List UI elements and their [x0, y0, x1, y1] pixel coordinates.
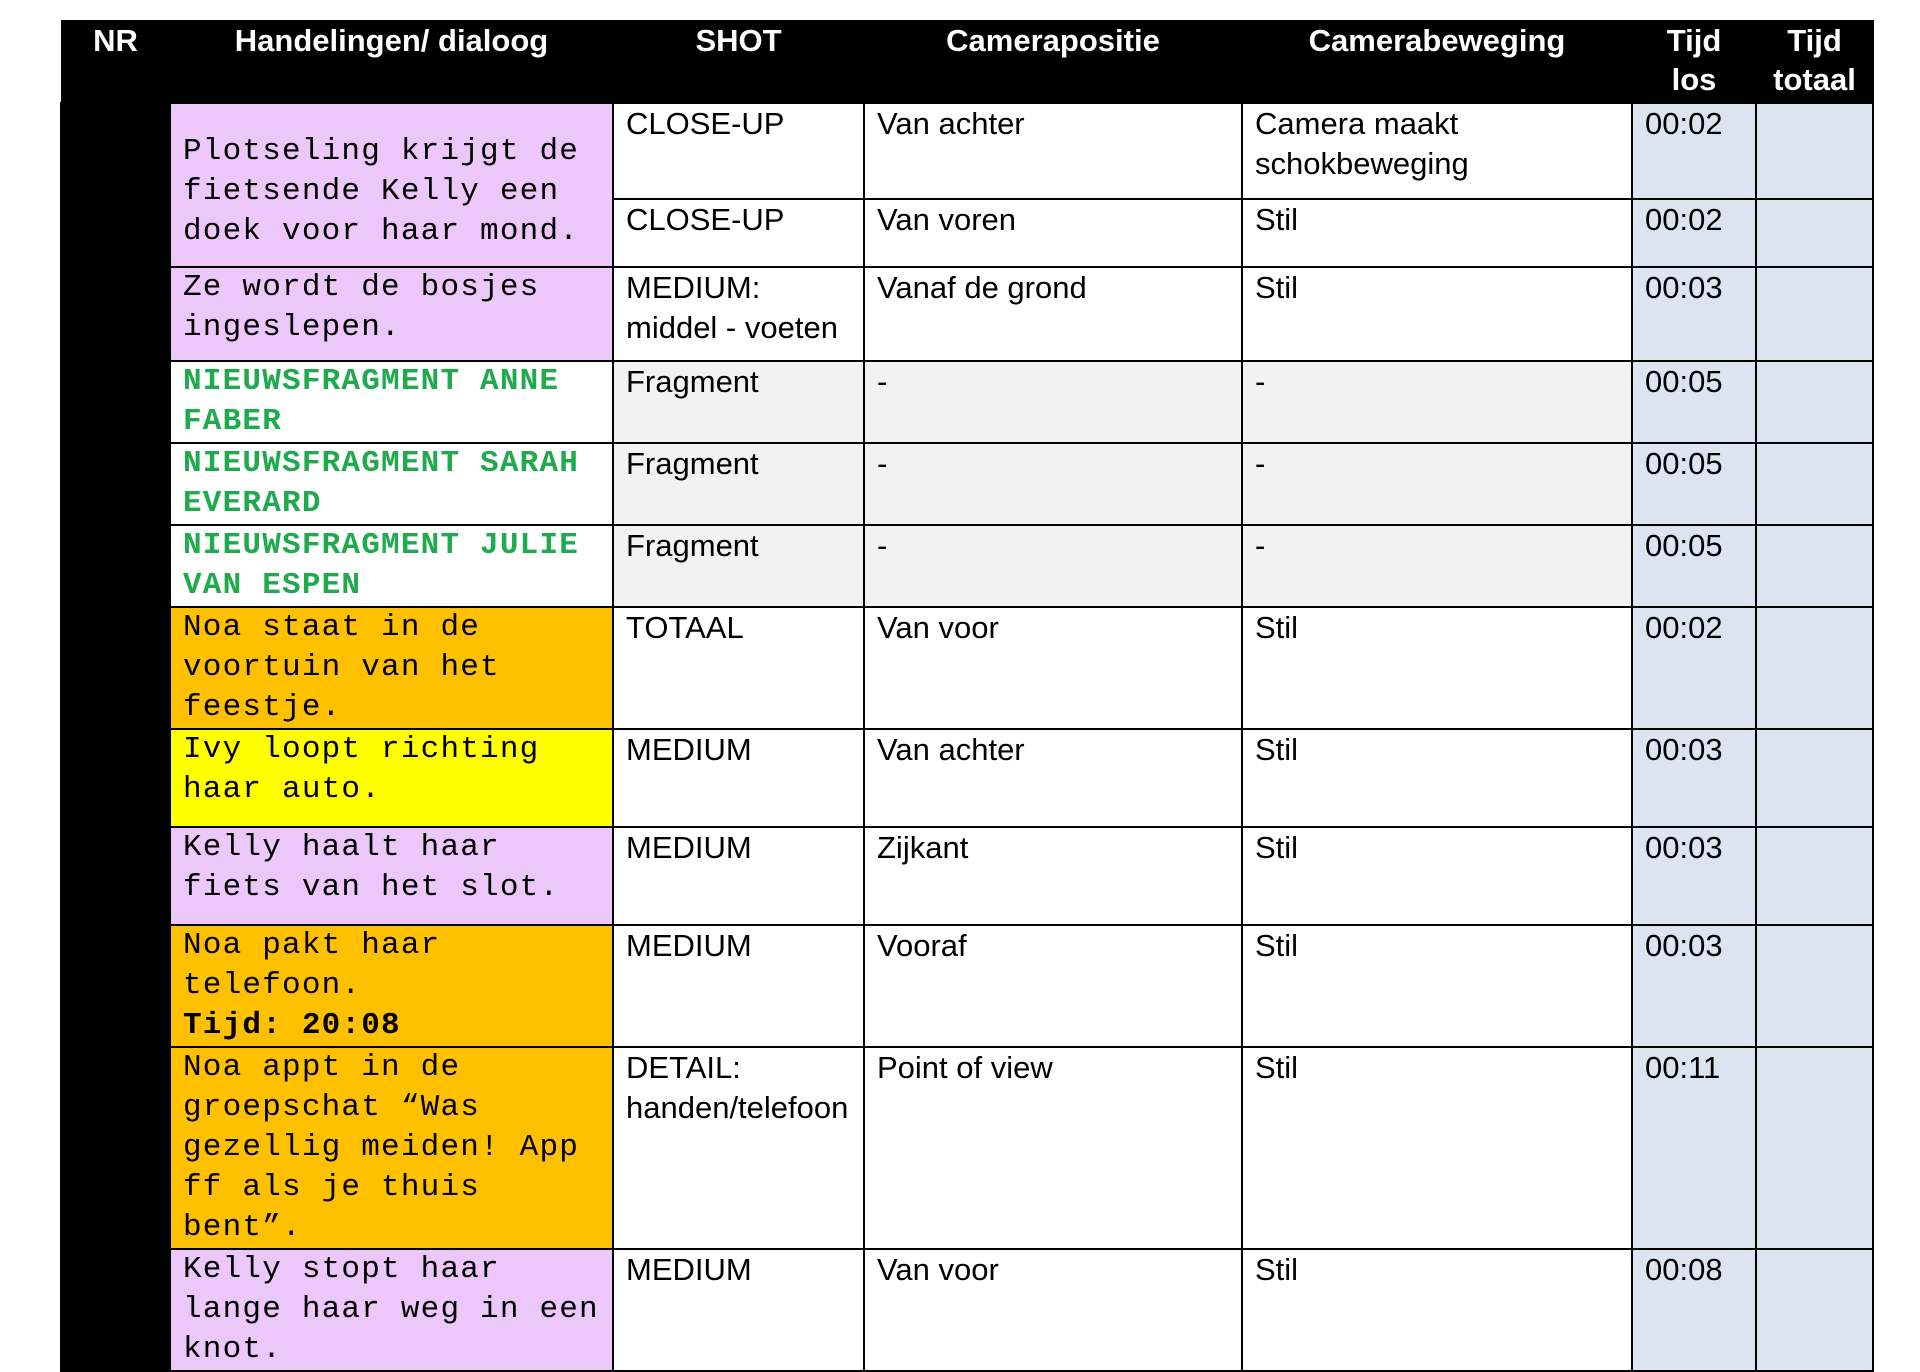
row-shot: DETAIL: handen/telefoon	[613, 1047, 864, 1249]
row-position: Point of view	[864, 1047, 1242, 1249]
row-nr: 3.	[61, 267, 170, 361]
row-position: Van achter	[864, 729, 1242, 827]
row-nr: 8.	[61, 729, 170, 827]
row-movement: Stil	[1242, 607, 1632, 729]
row-total	[1756, 607, 1873, 729]
row-position: Zijkant	[864, 827, 1242, 925]
header-action: Handelingen/ dialoog	[170, 21, 613, 103]
table-row	[61, 1047, 1873, 1249]
row-time: 00:05	[1632, 361, 1756, 443]
row-shot: MEDIUM	[613, 827, 864, 925]
header-time-single	[1632, 21, 1756, 103]
header-time-total	[1756, 21, 1873, 103]
row-movement: -	[1242, 525, 1632, 607]
row-total	[1756, 1249, 1873, 1371]
header-time-single-line1: Tijd	[1666, 23, 1722, 58]
row-time: 00:11	[1632, 1047, 1756, 1249]
row-total	[1756, 525, 1873, 607]
row-shot: MEDIUM	[613, 729, 864, 827]
row-total	[1756, 267, 1873, 361]
row-movement: Camera maakt schokbeweging	[1242, 103, 1632, 199]
table-row	[61, 729, 1873, 827]
row-total	[1756, 103, 1873, 199]
header-movement: Camerabeweging	[1242, 21, 1632, 103]
table-row	[61, 525, 1873, 607]
row-shot: CLOSE-UP	[613, 103, 864, 199]
row-action: Noa staat in de voortuin van het feestje.	[170, 607, 613, 729]
table-row	[61, 443, 1873, 525]
row-action: Ivy loopt richting haar auto.	[170, 729, 613, 827]
row-position: Van voor	[864, 607, 1242, 729]
row-nr: 2.	[61, 199, 170, 267]
row-action: Kelly stopt haar lange haar weg in een knot.	[170, 1249, 613, 1371]
header-time-single-line2: los	[1671, 62, 1717, 97]
row-time: 00:03	[1632, 729, 1756, 827]
row-movement: Stil	[1242, 1047, 1632, 1249]
row-shot: TOTAAL	[613, 607, 864, 729]
header-row	[61, 21, 1873, 103]
row-nr: 10.	[61, 925, 170, 1047]
header-position: Camerapositie	[864, 21, 1242, 103]
row-time: 00:03	[1632, 925, 1756, 1047]
row-total	[1756, 729, 1873, 827]
row-time: 00:05	[1632, 525, 1756, 607]
row-movement: -	[1242, 443, 1632, 525]
row-movement: Stil	[1242, 729, 1632, 827]
row-shot: MEDIUM: middel - voeten	[613, 267, 864, 361]
row-shot: CLOSE-UP	[613, 199, 864, 267]
row-action: Kelly haalt haar fiets van het slot.	[170, 827, 613, 925]
row-nr: 5.	[61, 443, 170, 525]
row-shot: Fragment	[613, 361, 864, 443]
row-movement: -	[1242, 361, 1632, 443]
row-shot: Fragment	[613, 525, 864, 607]
table-row	[61, 361, 1873, 443]
row-action-time-note: Tijd: 20:08	[183, 1007, 401, 1043]
row-total	[1756, 827, 1873, 925]
row-nr: 4.	[61, 361, 170, 443]
row-movement: Stil	[1242, 267, 1632, 361]
table-row	[61, 1249, 1873, 1371]
row-action-text: Noa pakt haar telefoon.	[183, 927, 441, 1003]
row-position: Vooraf	[864, 925, 1242, 1047]
row-position: -	[864, 443, 1242, 525]
table-row	[61, 103, 1873, 199]
row-nr: 12.	[61, 1249, 170, 1371]
row-time: 00:08	[1632, 1249, 1756, 1371]
row-action: NIEUWSFRAGMENT SARAH EVERARD	[170, 443, 613, 525]
row-total	[1756, 925, 1873, 1047]
header-time-total-line2: totaal	[1773, 62, 1856, 97]
row-position: -	[864, 361, 1242, 443]
row-time: 00:05	[1632, 443, 1756, 525]
row-time: 00:03	[1632, 267, 1756, 361]
row-time: 00:02	[1632, 607, 1756, 729]
row-action: Plotseling krijgt de fietsende Kelly een doek voor haar mond.	[170, 103, 613, 267]
header-time-total-line1: Tijd	[1787, 23, 1842, 58]
row-nr: 11.	[61, 1047, 170, 1249]
row-time: 00:03	[1632, 827, 1756, 925]
table-row	[61, 925, 1873, 1047]
storyboard-table	[60, 20, 1874, 1372]
row-action: NIEUWSFRAGMENT JULIE VAN ESPEN	[170, 525, 613, 607]
row-position: -	[864, 525, 1242, 607]
row-action: Ze wordt de bosjes ingeslepen.	[170, 267, 613, 361]
row-time: 00:02	[1632, 199, 1756, 267]
row-position: Van voor	[864, 1249, 1242, 1371]
row-movement: Stil	[1242, 199, 1632, 267]
row-total	[1756, 1047, 1873, 1249]
row-action	[170, 925, 613, 1047]
header-nr: NR	[61, 21, 170, 103]
row-shot: MEDIUM	[613, 1249, 864, 1371]
table-row	[61, 827, 1873, 925]
row-movement: Stil	[1242, 827, 1632, 925]
row-position: Vanaf de grond	[864, 267, 1242, 361]
row-position: Van achter	[864, 103, 1242, 199]
row-shot: MEDIUM	[613, 925, 864, 1047]
row-movement: Stil	[1242, 1249, 1632, 1371]
row-total	[1756, 361, 1873, 443]
header-shot: SHOT	[613, 21, 864, 103]
row-action: NIEUWSFRAGMENT ANNE FABER	[170, 361, 613, 443]
row-position: Van voren	[864, 199, 1242, 267]
table-row	[61, 607, 1873, 729]
row-action: Noa appt in de groepschat “Was gezellig meiden! App ff als je thuis bent”.	[170, 1047, 613, 1249]
row-movement: Stil	[1242, 925, 1632, 1047]
row-shot: Fragment	[613, 443, 864, 525]
row-nr: 9.	[61, 827, 170, 925]
row-time: 00:02	[1632, 103, 1756, 199]
table-row	[61, 267, 1873, 361]
storyboard-sheet	[60, 20, 1872, 1372]
row-nr: 6.	[61, 525, 170, 607]
row-total	[1756, 199, 1873, 267]
row-nr: 7.	[61, 607, 170, 729]
row-total	[1756, 443, 1873, 525]
row-nr: 1.	[61, 103, 170, 199]
